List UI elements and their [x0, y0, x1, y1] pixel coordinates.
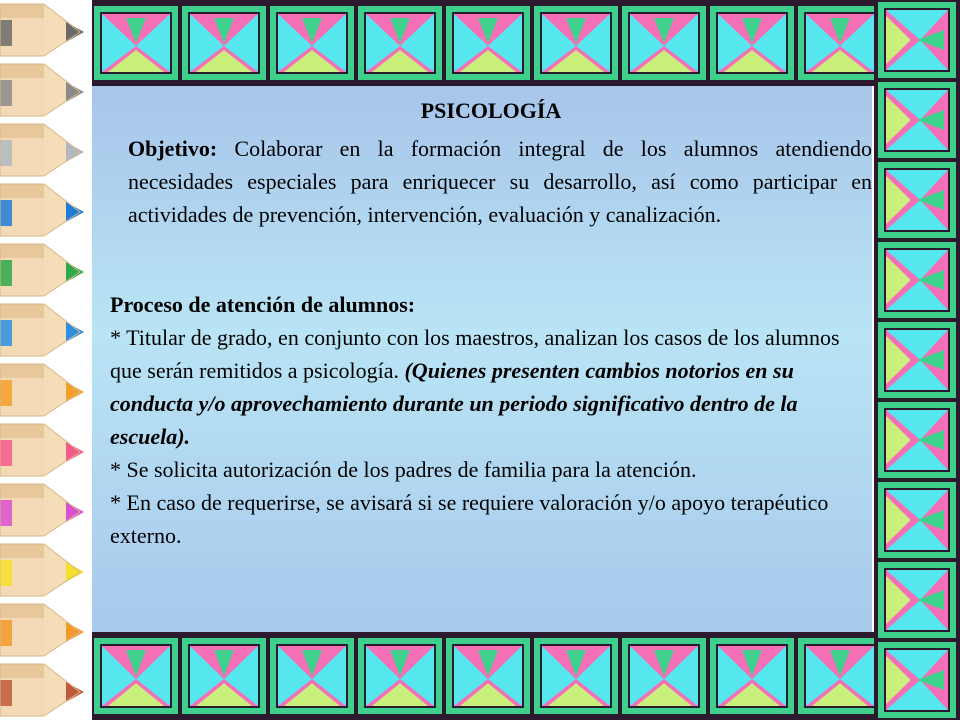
border-tile: [878, 402, 956, 478]
border-tile: [358, 638, 442, 714]
process-item-1-emphasis: (Quienes presenten cambios notorios en su conducta y/o aprovechamiento durante un periodo significativo dentro de la escuela).: [110, 358, 798, 449]
border-tile: [270, 6, 354, 80]
border-tile: [798, 638, 874, 714]
bottom-border-strip: [92, 632, 874, 720]
pencil: [0, 358, 92, 420]
pencil: [0, 418, 92, 480]
border-tile: [534, 638, 618, 714]
border-tile: [94, 6, 178, 80]
border-tile: [878, 482, 956, 558]
content-panel: [92, 86, 872, 632]
pencil: [0, 538, 92, 600]
pencil: [0, 178, 92, 240]
border-tile: [878, 562, 956, 638]
objective-label: Objetivo:: [128, 136, 218, 161]
border-tile: [710, 6, 794, 80]
border-tile: [878, 162, 956, 238]
process-item-3: * En caso de requerirse, se avisará si se requiere valoración y/o apoyo terapéutico externo.: [110, 490, 829, 548]
border-tile: [446, 638, 530, 714]
objective-text: Colaborar en la formación integral de los alumnos atendiendo necesidades especiales para enriquecer su desarrollo, así como participar en actividades de prevención, intervención, evaluación y canalización.: [128, 136, 872, 227]
pencil: [0, 658, 92, 720]
border-tile: [878, 82, 956, 158]
border-tile: [622, 638, 706, 714]
right-border-strip: [874, 0, 960, 720]
process-section: [110, 288, 870, 552]
border-tile: [182, 6, 266, 80]
slide-title: PSICOLOGÍA: [420, 98, 562, 123]
pencil: [0, 598, 92, 660]
process-item-2: * Se solicita autorización de los padres de familia para la atención.: [110, 457, 697, 482]
objective-paragraph: [128, 132, 872, 231]
border-tile: [878, 642, 956, 718]
border-tile: [798, 6, 874, 80]
pencil: [0, 0, 92, 60]
border-tile: [710, 638, 794, 714]
pencil-border: [0, 0, 92, 720]
top-border-strip: [92, 0, 874, 86]
pencil: [0, 58, 92, 120]
process-heading: Proceso de atención de alumnos:: [110, 292, 416, 317]
pencil: [0, 298, 92, 360]
pencil: [0, 118, 92, 180]
border-tile: [182, 638, 266, 714]
process-item-1: [110, 321, 870, 453]
border-tile: [878, 322, 956, 398]
border-tile: [622, 6, 706, 80]
pencil: [0, 238, 92, 300]
border-tile: [94, 638, 178, 714]
border-tile: [534, 6, 618, 80]
border-tile: [878, 2, 956, 78]
border-tile: [358, 6, 442, 80]
process-item-1-text: * Titular de grado, en conjunto con los maestros, analizan los casos de los alumnos que serán remitidos a psicología.: [110, 325, 840, 383]
border-tile: [446, 6, 530, 80]
border-tile: [270, 638, 354, 714]
pencil: [0, 478, 92, 540]
border-tile: [878, 242, 956, 318]
